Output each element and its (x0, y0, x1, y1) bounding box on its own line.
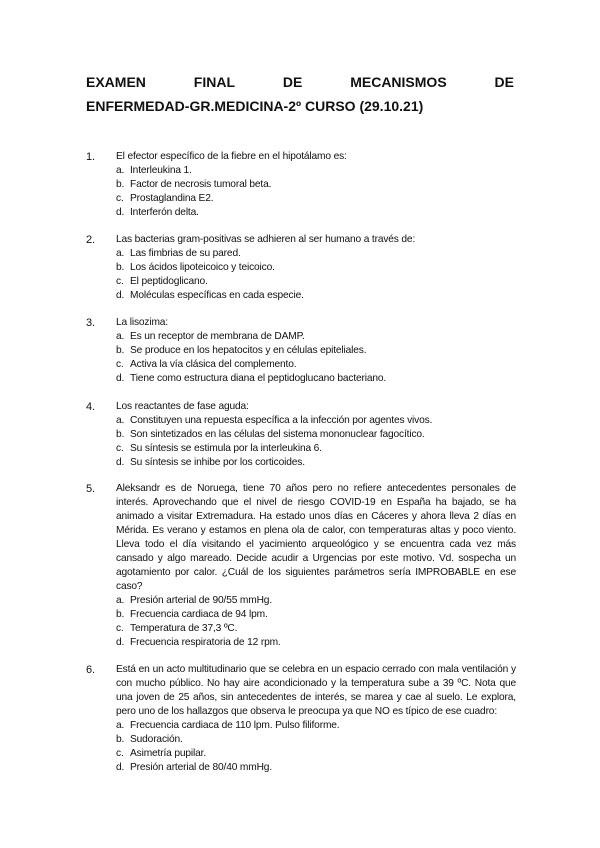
option-letter: c. (116, 276, 124, 287)
option-text: Es un receptor de membrana de DAMP. (130, 331, 305, 342)
option-text: Prostaglandina E2. (130, 193, 214, 204)
option-text: El peptidoglicano. (130, 276, 208, 287)
option-letter: a. (116, 248, 125, 259)
option-c (116, 275, 516, 289)
option-letter: b. (116, 429, 125, 440)
option-letter: a. (116, 331, 125, 342)
option-c (116, 622, 516, 636)
question-text: Las bacterias gram-positivas se adhieren al ser humano a través de: (116, 234, 416, 245)
question-5 (86, 482, 516, 650)
option-text: Frecuencia respiratoria de 12 rpm. (130, 637, 281, 648)
option-letter: d. (116, 207, 125, 218)
option-d (116, 289, 516, 303)
option-a (116, 414, 516, 428)
option-text: Factor de necrosis tumoral beta. (130, 179, 272, 190)
title-word: EXAMEN (86, 74, 146, 90)
option-letter: a. (116, 595, 125, 606)
option-list (116, 247, 516, 303)
question-text: La lisozima: (116, 317, 168, 328)
option-a (116, 719, 516, 733)
option-b (116, 733, 516, 747)
option-text: Su síntesis se inhibe por los corticoides. (130, 457, 305, 468)
option-c (116, 442, 516, 456)
option-a (116, 330, 516, 344)
option-text: Interferón delta. (130, 207, 199, 218)
option-a (116, 164, 516, 178)
title-line-1 (86, 70, 514, 94)
option-text: Constituyen una repuesta específica a la infección por agentes vivos. (130, 415, 433, 426)
option-letter: b. (116, 179, 125, 190)
option-text: Moléculas específicas en cada especie. (130, 290, 304, 301)
option-letter: b. (116, 262, 125, 273)
option-letter: c. (116, 193, 124, 204)
option-letter: b. (116, 345, 125, 356)
option-text: Sudoración. (130, 734, 183, 745)
question-text: Aleksandr es de Noruega, tiene 70 años pero no refiere antecedentes personales de interés. Aprovechando que el nivel de riesgo COVID-19 en España ha bajado, se ha animado a visitar Extremadura. Ha estado unos días en Cáceres y ahora lleva 2 días en Mérida. Es verano y estamos en plena ola de calor, con temperaturas altas y poco viento. Lleva todo el día visitando el yacimiento arqueológico y se encuentra cada vez más cansado y algo mareado. Decide acudir a Urgencias por este motivo. Vd. sospecha un agotamiento por calor. ¿Cuál de los siguientes parámetros sería IMPROBABLE en ese caso? (116, 483, 516, 592)
option-letter: c. (116, 443, 124, 454)
title-word: MECANISMOS (350, 74, 447, 90)
option-letter: d. (116, 290, 125, 301)
option-text: Su síntesis se estimula por la interleukina 6. (130, 443, 322, 454)
title-word: DE (282, 74, 303, 90)
option-letter: c. (116, 359, 124, 370)
option-text: Se produce en los hepatocitos y en células epiteliales. (130, 345, 367, 356)
question-4 (86, 400, 516, 470)
option-letter: d. (116, 373, 125, 384)
question-number: 6. (86, 664, 95, 676)
option-letter: d. (116, 637, 125, 648)
option-d (116, 206, 516, 220)
option-text: Activa la vía clásica del complemento. (130, 359, 297, 370)
option-text: Presión arterial de 80/40 mmHg. (130, 762, 273, 773)
question-1 (86, 150, 516, 220)
title-line-2: ENFERMEDAD-GR.MEDICINA-2º CURSO (29.10.21) (86, 98, 424, 114)
title-word: DE (494, 74, 514, 90)
option-text: Los ácidos lipoteicoico y teicoico. (130, 262, 275, 273)
title-word: FINAL (193, 74, 235, 90)
option-text: Temperatura de 37,3 ºC. (130, 623, 238, 634)
option-list (116, 719, 516, 775)
option-letter: a. (116, 720, 125, 731)
option-text: Presión arterial de 90/55 mmHg. (130, 595, 273, 606)
question-2 (86, 233, 516, 303)
option-list (116, 594, 516, 650)
option-b (116, 344, 516, 358)
question-3 (86, 316, 516, 386)
question-number: 4. (86, 401, 95, 413)
option-d (116, 636, 516, 650)
option-letter: b. (116, 734, 125, 745)
option-text: Tiene como estructura diana el peptidoglucano bacteriano. (130, 373, 387, 384)
option-letter: a. (116, 165, 125, 176)
option-d (116, 456, 516, 470)
option-letter: d. (116, 762, 125, 773)
option-b (116, 178, 516, 192)
option-letter: c. (116, 623, 124, 634)
option-d (116, 761, 516, 775)
option-text: Son sintetizados en las células del sistema mononuclear fagocítico. (130, 429, 425, 440)
option-text: Asimetría pupilar. (130, 748, 207, 759)
exam-title (86, 70, 514, 118)
option-a (116, 594, 516, 608)
question-text: Está en un acto multitudinario que se celebra en un espacio cerrado con mala ventilación y con mucho público. No hay aire acondicionado y la temperatura sube a 39 ºC. Nota que una joven de 25 años, sin antecedentes de interés, se marea y cae al suelo. Le explora, pero uno de los hallazgos que observa le preocupa ya que NO es típico de ese cuadro: (116, 664, 516, 717)
option-letter: b. (116, 609, 125, 620)
option-letter: c. (116, 748, 124, 759)
option-letter: a. (116, 415, 125, 426)
option-text: Interleukina 1. (130, 165, 192, 176)
question-number: 1. (86, 151, 95, 163)
option-b (116, 261, 516, 275)
option-list (116, 164, 516, 220)
option-a (116, 247, 516, 261)
question-6 (86, 663, 516, 775)
option-letter: d. (116, 457, 125, 468)
option-d (116, 372, 516, 386)
option-c (116, 192, 516, 206)
question-number: 3. (86, 317, 95, 329)
option-list (116, 414, 516, 470)
option-b (116, 428, 516, 442)
option-b (116, 608, 516, 622)
option-text: Frecuencia cardiaca de 94 lpm. (130, 609, 268, 620)
question-number: 5. (86, 483, 95, 495)
question-text: El efector específico de la fiebre en el hipotálamo es: (116, 151, 347, 162)
option-c (116, 747, 516, 761)
question-number: 2. (86, 234, 95, 246)
question-text: Los reactantes de fase aguda: (116, 401, 249, 412)
option-text: Frecuencia cardiaca de 110 lpm. Pulso filiforme. (130, 720, 340, 731)
option-text: Las fimbrias de su pared. (130, 248, 241, 259)
option-list (116, 330, 516, 386)
option-c (116, 358, 516, 372)
